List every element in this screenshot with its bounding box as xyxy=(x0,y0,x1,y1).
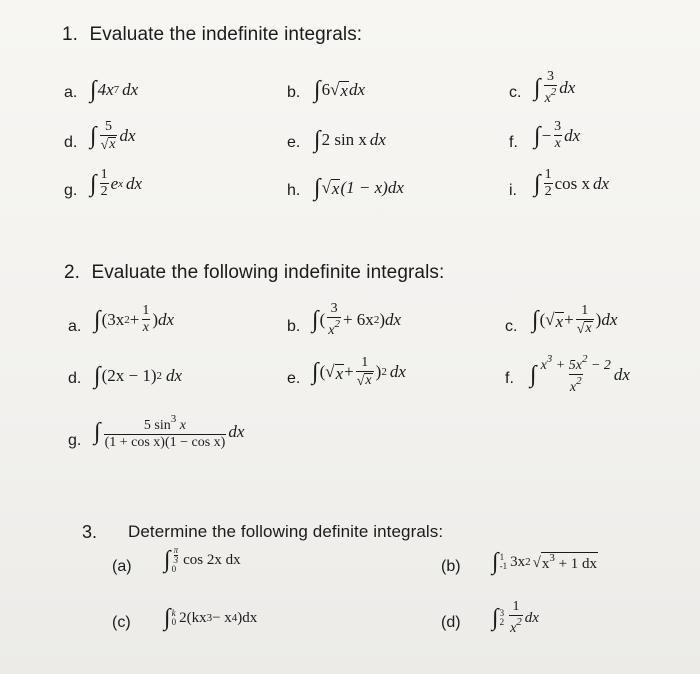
s1-label-c: c. xyxy=(509,84,522,101)
section-1-number: 1. xyxy=(62,24,79,45)
s3-label-c: (c) xyxy=(112,614,131,631)
s2-label-a: a. xyxy=(68,318,82,335)
s2-integral-c: ∫ ( √ x + 1 √ x ) dx xyxy=(532,303,618,337)
section-1-heading xyxy=(62,24,362,46)
s1-integral-e: ∫ 2 sin x dx xyxy=(314,127,386,153)
s1-integral-b: ∫ 6 √ x dx xyxy=(314,77,366,103)
s1-label-a: a. xyxy=(64,84,78,101)
s1-integral-g: ∫ $\frac{1}{2}$ e x dx xyxy=(90,167,143,199)
s1-integral-d: ∫ 5 √ x dx xyxy=(90,119,136,153)
s1-integral-i: ∫ $\frac{1}{2}$ cos x dx xyxy=(534,167,610,199)
section-2-title: Evaluate the following indefinite integrals: xyxy=(91,262,445,283)
s2-integral-e: ∫ ( √ x + 1 √ x ) 2 dx xyxy=(312,355,406,389)
s1-label-b: b. xyxy=(287,84,301,101)
s3-label-a: (a) xyxy=(112,558,132,575)
s1-label-h: h. xyxy=(287,182,301,199)
s3-integral-a: ∫ $\frac{\pi}{3}$ 0 cos 2x dx xyxy=(164,545,241,574)
s1-label-i: i. xyxy=(509,182,517,199)
section-3-number: 3. xyxy=(82,522,98,542)
section-2-heading xyxy=(64,262,444,284)
s2-label-f: f. xyxy=(505,370,514,387)
section-2-number: 2. xyxy=(64,262,81,283)
s2-label-g: g. xyxy=(68,432,82,449)
s1-label-g: g. xyxy=(64,182,78,199)
section-3-title: Determine the following definite integrals: xyxy=(128,522,444,541)
s2-integral-b: ∫ ( $\frac{3}{x^2}$ + 6x 2 ) dx xyxy=(312,301,402,338)
s3-label-b: (b) xyxy=(441,558,461,575)
s2-integral-a: ∫ (3x 2 + $\frac{1}{x}$ ) dx xyxy=(94,303,175,335)
s2-integral-d: ∫ (2x − 1) 2 dx xyxy=(94,363,183,389)
s2-label-e: e. xyxy=(287,370,301,387)
s1-label-f: f. xyxy=(509,134,518,151)
s1-integral-c: ∫ $\frac{3}{x^2}$ dx xyxy=(534,69,576,106)
s3-integral-d: ∫ 3 2 $\frac{1}{x^2}$ dx xyxy=(492,599,539,636)
s3-label-d: (d) xyxy=(441,614,461,631)
s2-label-c: c. xyxy=(505,318,518,335)
s2-label-b: b. xyxy=(287,318,301,335)
s2-integral-f: ∫ $\frac{x^3 + 5x^2 - 2}{x^2}$ dx xyxy=(530,353,630,395)
s3-integral-b: ∫ 1 -1 3x 2 √ $x^3 + 1$ dx xyxy=(492,549,598,575)
s1-label-e: e. xyxy=(287,134,301,151)
s1-integral-a: ∫ 4x 7 dx xyxy=(90,77,139,103)
s1-label-d: d. xyxy=(64,134,78,151)
s3-integral-c: ∫ k 0 2(kx 3 − x 4 )dx xyxy=(164,605,258,631)
s2-integral-g: ∫ $\frac{5 \sin^3 x}{\text{(1 + cos x)(1 − cos x)}}$ dx xyxy=(94,413,245,450)
section-1-title: Evaluate the indefinite integrals: xyxy=(89,24,363,45)
s1-integral-f: ∫ − $\frac{3}{x}$ dx xyxy=(534,119,581,151)
s1-integral-h: ∫ √ x (1 − x) dx xyxy=(314,175,404,201)
s2-label-d: d. xyxy=(68,370,82,387)
